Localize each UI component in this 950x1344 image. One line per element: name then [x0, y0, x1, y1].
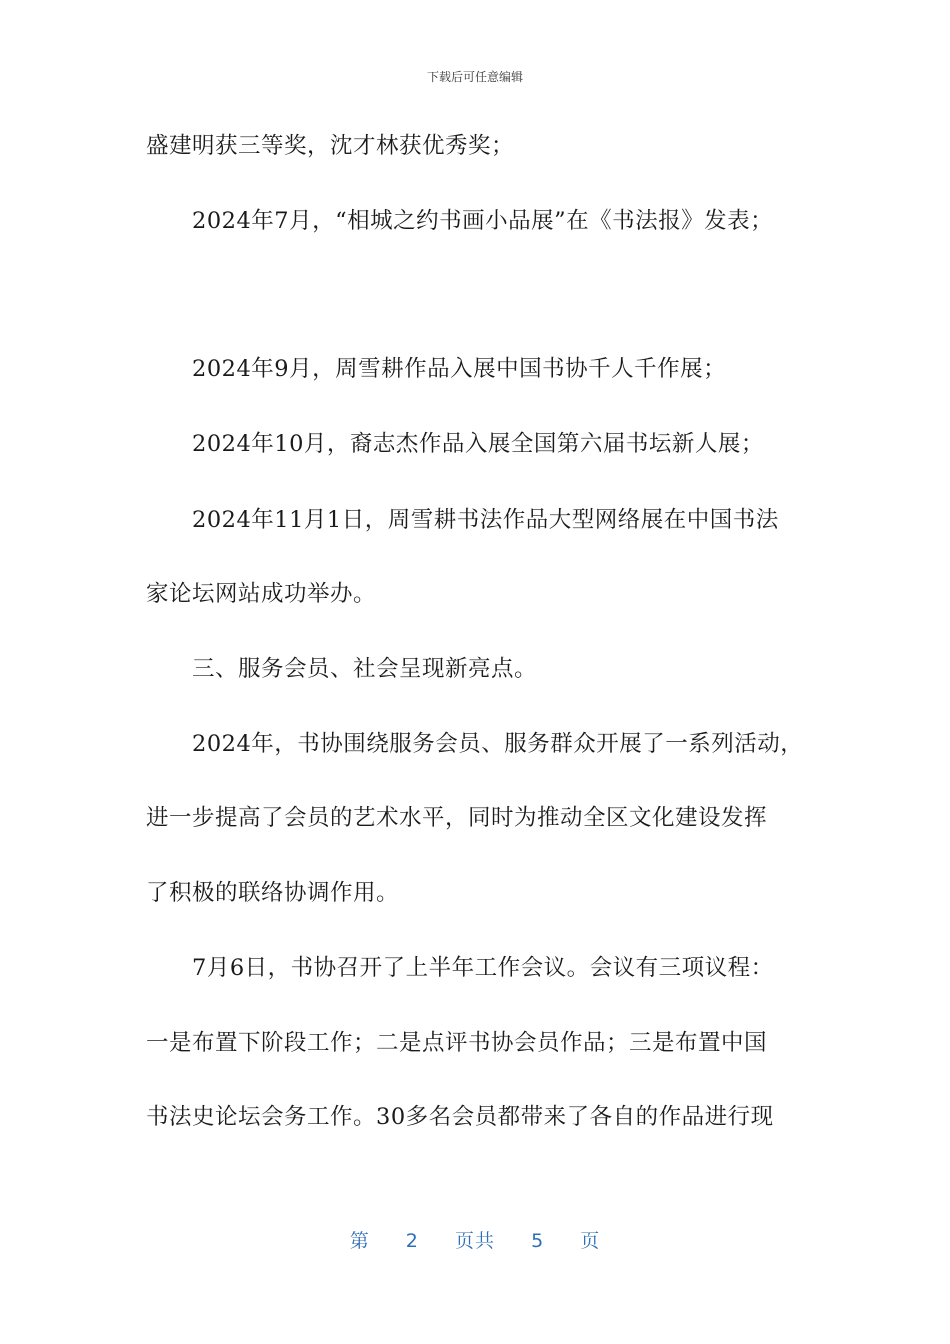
footer-suffix: 页	[580, 1230, 601, 1252]
text-line-3: 2024年9月，周雪耕作品入展中国书协千人千作展；	[192, 356, 727, 382]
footer-total-pages: 5	[531, 1230, 545, 1252]
text-line-9: 进一步提高了会员的艺术水平，同时为推动全区文化建设发挥	[146, 805, 768, 831]
footer-middle: 页共	[454, 1230, 495, 1252]
page-header-note: 下载后可任意编辑	[426, 70, 523, 84]
text-line-13: 书法史论坛会务工作。30多名会员都带来了各自的作品进行现	[146, 1104, 774, 1130]
page-footer	[0, 1226, 950, 1253]
text-line-1: 盛建明获三等奖，沈才林获优秀奖；	[146, 133, 515, 159]
text-line-4: 2024年10月，裔志杰作品入展全国第六届书坛新人展；	[192, 431, 764, 457]
text-line-12: 一是布置下阶段工作；二是点评书协会员作品；三是布置中国	[146, 1030, 768, 1056]
text-line-5: 2024年11月1日，周雪耕书法作品大型网络展在中国书法	[192, 507, 779, 533]
text-line-2: 2024年7月，“相城之约书画小品展”在《书法报》发表；	[192, 208, 774, 234]
text-line-6: 家论坛网站成功举办。	[146, 581, 377, 607]
footer-current-page: 2	[405, 1230, 419, 1252]
footer-prefix: 第	[349, 1230, 370, 1252]
text-line-8: 2024年，书协围绕服务会员、服务群众开展了一系列活动，	[192, 731, 804, 757]
text-line-11: 7月6日，书协召开了上半年工作会议。会议有三项议程：	[192, 955, 774, 981]
section-heading-3: 三、服务会员、社会呈现新亮点。	[192, 656, 538, 682]
text-line-10: 了积极的联络协调作用。	[146, 880, 400, 906]
